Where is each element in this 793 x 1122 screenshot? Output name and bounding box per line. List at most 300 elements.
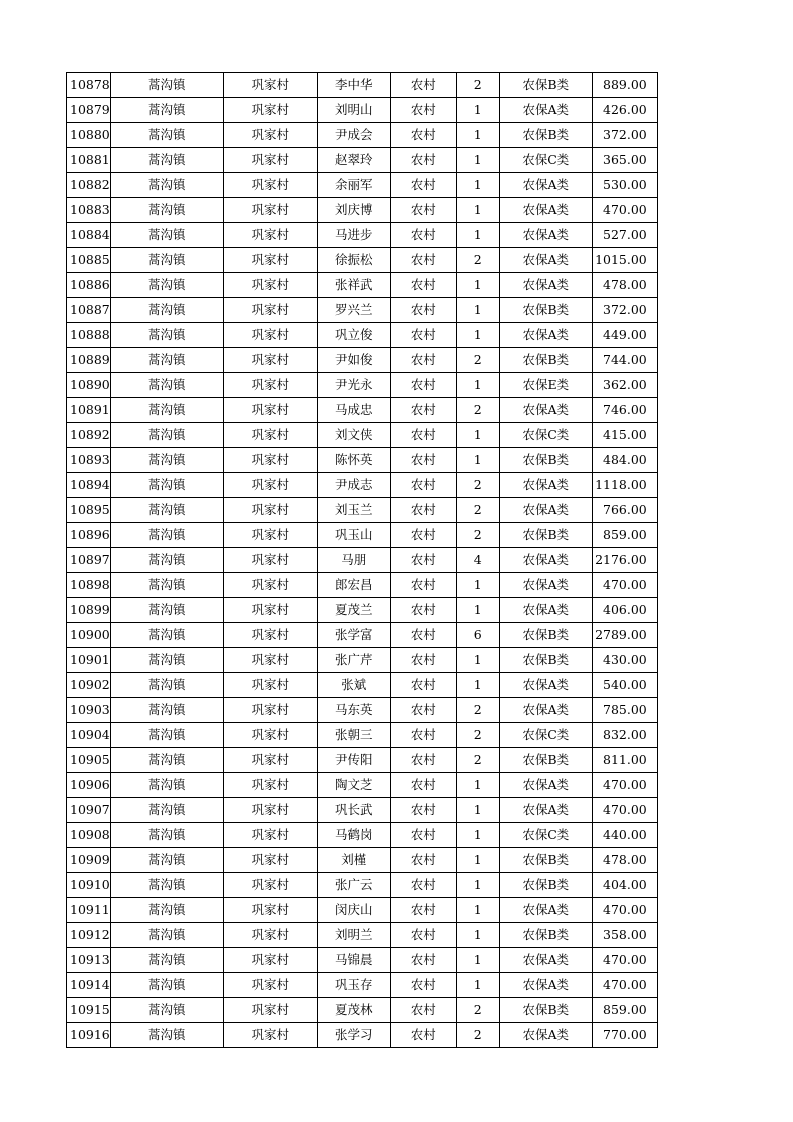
town-cell: 蒿沟镇 bbox=[110, 623, 223, 648]
member-count-cell: 1 bbox=[456, 198, 499, 223]
category-cell: 农保B类 bbox=[499, 73, 592, 98]
record-id-cell: 10889 bbox=[67, 348, 111, 373]
name-cell: 张学富 bbox=[317, 623, 390, 648]
village-cell: 巩家村 bbox=[223, 623, 317, 648]
town-cell: 蒿沟镇 bbox=[110, 648, 223, 673]
amount-cell: 406.00 bbox=[592, 598, 657, 623]
town-cell: 蒿沟镇 bbox=[110, 248, 223, 273]
amount-cell: 426.00 bbox=[592, 98, 657, 123]
member-count-cell: 1 bbox=[456, 323, 499, 348]
member-count-cell: 1 bbox=[456, 798, 499, 823]
table-body bbox=[67, 73, 658, 1048]
village-cell: 巩家村 bbox=[223, 273, 317, 298]
name-cell: 马朋 bbox=[317, 548, 390, 573]
amount-cell: 470.00 bbox=[592, 773, 657, 798]
table-row bbox=[67, 898, 658, 923]
record-id-cell: 10897 bbox=[67, 548, 111, 573]
amount-cell: 1118.00 bbox=[592, 473, 657, 498]
town-cell: 蒿沟镇 bbox=[110, 773, 223, 798]
village-cell: 巩家村 bbox=[223, 73, 317, 98]
household-type-cell: 农村 bbox=[390, 1023, 456, 1048]
household-type-cell: 农村 bbox=[390, 898, 456, 923]
name-cell: 夏茂兰 bbox=[317, 598, 390, 623]
table-row bbox=[67, 823, 658, 848]
member-count-cell: 1 bbox=[456, 973, 499, 998]
town-cell: 蒿沟镇 bbox=[110, 473, 223, 498]
record-id-cell: 10887 bbox=[67, 298, 111, 323]
table-row bbox=[67, 298, 658, 323]
member-count-cell: 1 bbox=[456, 298, 499, 323]
amount-cell: 358.00 bbox=[592, 923, 657, 948]
name-cell: 巩玉山 bbox=[317, 523, 390, 548]
record-id-cell: 10886 bbox=[67, 273, 111, 298]
household-type-cell: 农村 bbox=[390, 923, 456, 948]
household-type-cell: 农村 bbox=[390, 698, 456, 723]
member-count-cell: 1 bbox=[456, 148, 499, 173]
table-row bbox=[67, 523, 658, 548]
name-cell: 闵庆山 bbox=[317, 898, 390, 923]
village-cell: 巩家村 bbox=[223, 798, 317, 823]
town-cell: 蒿沟镇 bbox=[110, 698, 223, 723]
table-row bbox=[67, 498, 658, 523]
amount-cell: 372.00 bbox=[592, 298, 657, 323]
amount-cell: 470.00 bbox=[592, 573, 657, 598]
name-cell: 夏茂林 bbox=[317, 998, 390, 1023]
member-count-cell: 1 bbox=[456, 648, 499, 673]
category-cell: 农保A类 bbox=[499, 698, 592, 723]
name-cell: 郎宏昌 bbox=[317, 573, 390, 598]
category-cell: 农保C类 bbox=[499, 148, 592, 173]
name-cell: 刘槿 bbox=[317, 848, 390, 873]
table-row bbox=[67, 223, 658, 248]
category-cell: 农保B类 bbox=[499, 523, 592, 548]
name-cell: 马锦晨 bbox=[317, 948, 390, 973]
member-count-cell: 1 bbox=[456, 448, 499, 473]
category-cell: 农保E类 bbox=[499, 373, 592, 398]
record-id-cell: 10909 bbox=[67, 848, 111, 873]
name-cell: 徐振松 bbox=[317, 248, 390, 273]
record-id-cell: 10912 bbox=[67, 923, 111, 948]
member-count-cell: 2 bbox=[456, 248, 499, 273]
member-count-cell: 2 bbox=[456, 723, 499, 748]
category-cell: 农保A类 bbox=[499, 398, 592, 423]
name-cell: 张斌 bbox=[317, 673, 390, 698]
table-row bbox=[67, 623, 658, 648]
amount-cell: 478.00 bbox=[592, 273, 657, 298]
village-cell: 巩家村 bbox=[223, 648, 317, 673]
household-type-cell: 农村 bbox=[390, 348, 456, 373]
member-count-cell: 1 bbox=[456, 173, 499, 198]
amount-cell: 2176.00 bbox=[592, 548, 657, 573]
member-count-cell: 2 bbox=[456, 523, 499, 548]
name-cell: 尹如俊 bbox=[317, 348, 390, 373]
village-cell: 巩家村 bbox=[223, 848, 317, 873]
household-type-cell: 农村 bbox=[390, 523, 456, 548]
household-type-cell: 农村 bbox=[390, 123, 456, 148]
record-id-cell: 10884 bbox=[67, 223, 111, 248]
category-cell: 农保B类 bbox=[499, 348, 592, 373]
household-type-cell: 农村 bbox=[390, 948, 456, 973]
village-cell: 巩家村 bbox=[223, 348, 317, 373]
member-count-cell: 1 bbox=[456, 898, 499, 923]
household-type-cell: 农村 bbox=[390, 448, 456, 473]
category-cell: 农保B类 bbox=[499, 123, 592, 148]
name-cell: 李中华 bbox=[317, 73, 390, 98]
town-cell: 蒿沟镇 bbox=[110, 948, 223, 973]
member-count-cell: 2 bbox=[456, 473, 499, 498]
town-cell: 蒿沟镇 bbox=[110, 373, 223, 398]
household-type-cell: 农村 bbox=[390, 198, 456, 223]
member-count-cell: 1 bbox=[456, 773, 499, 798]
table-row bbox=[67, 248, 658, 273]
town-cell: 蒿沟镇 bbox=[110, 98, 223, 123]
town-cell: 蒿沟镇 bbox=[110, 548, 223, 573]
amount-cell: 540.00 bbox=[592, 673, 657, 698]
household-type-cell: 农村 bbox=[390, 98, 456, 123]
amount-cell: 470.00 bbox=[592, 898, 657, 923]
amount-cell: 470.00 bbox=[592, 948, 657, 973]
name-cell: 刘明兰 bbox=[317, 923, 390, 948]
amount-cell: 859.00 bbox=[592, 523, 657, 548]
name-cell: 陈怀英 bbox=[317, 448, 390, 473]
amount-cell: 859.00 bbox=[592, 998, 657, 1023]
record-id-cell: 10901 bbox=[67, 648, 111, 673]
category-cell: 农保B类 bbox=[499, 748, 592, 773]
town-cell: 蒿沟镇 bbox=[110, 598, 223, 623]
name-cell: 张祥武 bbox=[317, 273, 390, 298]
name-cell: 刘庆博 bbox=[317, 198, 390, 223]
record-id-cell: 10900 bbox=[67, 623, 111, 648]
category-cell: 农保A类 bbox=[499, 948, 592, 973]
record-id-cell: 10907 bbox=[67, 798, 111, 823]
table-row bbox=[67, 1023, 658, 1048]
amount-cell: 449.00 bbox=[592, 323, 657, 348]
town-cell: 蒿沟镇 bbox=[110, 298, 223, 323]
town-cell: 蒿沟镇 bbox=[110, 973, 223, 998]
town-cell: 蒿沟镇 bbox=[110, 123, 223, 148]
table-row bbox=[67, 573, 658, 598]
member-count-cell: 2 bbox=[456, 698, 499, 723]
village-cell: 巩家村 bbox=[223, 198, 317, 223]
category-cell: 农保A类 bbox=[499, 773, 592, 798]
name-cell: 刘明山 bbox=[317, 98, 390, 123]
name-cell: 赵翠玲 bbox=[317, 148, 390, 173]
category-cell: 农保C类 bbox=[499, 723, 592, 748]
town-cell: 蒿沟镇 bbox=[110, 673, 223, 698]
town-cell: 蒿沟镇 bbox=[110, 423, 223, 448]
town-cell: 蒿沟镇 bbox=[110, 923, 223, 948]
record-id-cell: 10893 bbox=[67, 448, 111, 473]
category-cell: 农保A类 bbox=[499, 798, 592, 823]
household-type-cell: 农村 bbox=[390, 723, 456, 748]
village-cell: 巩家村 bbox=[223, 223, 317, 248]
table-row bbox=[67, 748, 658, 773]
village-cell: 巩家村 bbox=[223, 748, 317, 773]
table-row bbox=[67, 348, 658, 373]
table-row bbox=[67, 323, 658, 348]
member-count-cell: 2 bbox=[456, 73, 499, 98]
household-type-cell: 农村 bbox=[390, 873, 456, 898]
category-cell: 农保B类 bbox=[499, 623, 592, 648]
household-type-cell: 农村 bbox=[390, 73, 456, 98]
village-cell: 巩家村 bbox=[223, 548, 317, 573]
village-cell: 巩家村 bbox=[223, 523, 317, 548]
table-row bbox=[67, 123, 658, 148]
record-id-cell: 10915 bbox=[67, 998, 111, 1023]
town-cell: 蒿沟镇 bbox=[110, 273, 223, 298]
roster-table bbox=[66, 72, 658, 1048]
table-row bbox=[67, 698, 658, 723]
record-id-cell: 10881 bbox=[67, 148, 111, 173]
amount-cell: 530.00 bbox=[592, 173, 657, 198]
household-type-cell: 农村 bbox=[390, 148, 456, 173]
village-cell: 巩家村 bbox=[223, 923, 317, 948]
category-cell: 农保A类 bbox=[499, 498, 592, 523]
household-type-cell: 农村 bbox=[390, 573, 456, 598]
town-cell: 蒿沟镇 bbox=[110, 173, 223, 198]
village-cell: 巩家村 bbox=[223, 898, 317, 923]
amount-cell: 470.00 bbox=[592, 798, 657, 823]
name-cell: 余丽军 bbox=[317, 173, 390, 198]
amount-cell: 527.00 bbox=[592, 223, 657, 248]
member-count-cell: 1 bbox=[456, 573, 499, 598]
household-type-cell: 农村 bbox=[390, 423, 456, 448]
name-cell: 巩玉存 bbox=[317, 973, 390, 998]
member-count-cell: 1 bbox=[456, 373, 499, 398]
household-type-cell: 农村 bbox=[390, 298, 456, 323]
category-cell: 农保C类 bbox=[499, 423, 592, 448]
household-type-cell: 农村 bbox=[390, 323, 456, 348]
village-cell: 巩家村 bbox=[223, 98, 317, 123]
town-cell: 蒿沟镇 bbox=[110, 348, 223, 373]
member-count-cell: 1 bbox=[456, 848, 499, 873]
village-cell: 巩家村 bbox=[223, 473, 317, 498]
table-row bbox=[67, 598, 658, 623]
category-cell: 农保C类 bbox=[499, 823, 592, 848]
name-cell: 尹传阳 bbox=[317, 748, 390, 773]
town-cell: 蒿沟镇 bbox=[110, 748, 223, 773]
table-row bbox=[67, 548, 658, 573]
amount-cell: 362.00 bbox=[592, 373, 657, 398]
village-cell: 巩家村 bbox=[223, 498, 317, 523]
member-count-cell: 2 bbox=[456, 498, 499, 523]
category-cell: 农保B类 bbox=[499, 298, 592, 323]
household-type-cell: 农村 bbox=[390, 673, 456, 698]
category-cell: 农保A类 bbox=[499, 198, 592, 223]
member-count-cell: 2 bbox=[456, 348, 499, 373]
town-cell: 蒿沟镇 bbox=[110, 323, 223, 348]
name-cell: 马进步 bbox=[317, 223, 390, 248]
amount-cell: 746.00 bbox=[592, 398, 657, 423]
category-cell: 农保B类 bbox=[499, 923, 592, 948]
record-id-cell: 10895 bbox=[67, 498, 111, 523]
table-row bbox=[67, 773, 658, 798]
member-count-cell: 4 bbox=[456, 548, 499, 573]
table-row bbox=[67, 273, 658, 298]
amount-cell: 404.00 bbox=[592, 873, 657, 898]
village-cell: 巩家村 bbox=[223, 948, 317, 973]
table-row bbox=[67, 948, 658, 973]
village-cell: 巩家村 bbox=[223, 123, 317, 148]
table-row bbox=[67, 98, 658, 123]
town-cell: 蒿沟镇 bbox=[110, 198, 223, 223]
name-cell: 罗兴兰 bbox=[317, 298, 390, 323]
household-type-cell: 农村 bbox=[390, 173, 456, 198]
name-cell: 陶文芝 bbox=[317, 773, 390, 798]
category-cell: 农保B类 bbox=[499, 873, 592, 898]
household-type-cell: 农村 bbox=[390, 748, 456, 773]
name-cell: 尹成会 bbox=[317, 123, 390, 148]
household-type-cell: 农村 bbox=[390, 773, 456, 798]
record-id-cell: 10913 bbox=[67, 948, 111, 973]
record-id-cell: 10883 bbox=[67, 198, 111, 223]
member-count-cell: 2 bbox=[456, 748, 499, 773]
table-row bbox=[67, 923, 658, 948]
village-cell: 巩家村 bbox=[223, 1023, 317, 1048]
category-cell: 农保A类 bbox=[499, 673, 592, 698]
household-type-cell: 农村 bbox=[390, 648, 456, 673]
amount-cell: 770.00 bbox=[592, 1023, 657, 1048]
category-cell: 农保A类 bbox=[499, 273, 592, 298]
category-cell: 农保A类 bbox=[499, 323, 592, 348]
town-cell: 蒿沟镇 bbox=[110, 823, 223, 848]
amount-cell: 832.00 bbox=[592, 723, 657, 748]
town-cell: 蒿沟镇 bbox=[110, 573, 223, 598]
record-id-cell: 10879 bbox=[67, 98, 111, 123]
amount-cell: 440.00 bbox=[592, 823, 657, 848]
record-id-cell: 10903 bbox=[67, 698, 111, 723]
household-type-cell: 农村 bbox=[390, 248, 456, 273]
village-cell: 巩家村 bbox=[223, 573, 317, 598]
table-row bbox=[67, 998, 658, 1023]
amount-cell: 744.00 bbox=[592, 348, 657, 373]
amount-cell: 430.00 bbox=[592, 648, 657, 673]
household-type-cell: 农村 bbox=[390, 498, 456, 523]
name-cell: 马成忠 bbox=[317, 398, 390, 423]
category-cell: 农保A类 bbox=[499, 898, 592, 923]
household-type-cell: 农村 bbox=[390, 623, 456, 648]
table-row bbox=[67, 173, 658, 198]
amount-cell: 2789.00 bbox=[592, 623, 657, 648]
name-cell: 尹成志 bbox=[317, 473, 390, 498]
record-id-cell: 10906 bbox=[67, 773, 111, 798]
village-cell: 巩家村 bbox=[223, 398, 317, 423]
name-cell: 张朝三 bbox=[317, 723, 390, 748]
category-cell: 农保A类 bbox=[499, 248, 592, 273]
record-id-cell: 10898 bbox=[67, 573, 111, 598]
name-cell: 张广云 bbox=[317, 873, 390, 898]
member-count-cell: 1 bbox=[456, 123, 499, 148]
amount-cell: 372.00 bbox=[592, 123, 657, 148]
record-id-cell: 10892 bbox=[67, 423, 111, 448]
table-row bbox=[67, 723, 658, 748]
village-cell: 巩家村 bbox=[223, 248, 317, 273]
village-cell: 巩家村 bbox=[223, 998, 317, 1023]
name-cell: 马鹤岗 bbox=[317, 823, 390, 848]
category-cell: 农保A类 bbox=[499, 98, 592, 123]
village-cell: 巩家村 bbox=[223, 373, 317, 398]
table-row bbox=[67, 798, 658, 823]
table-row bbox=[67, 423, 658, 448]
category-cell: 农保B类 bbox=[499, 648, 592, 673]
record-id-cell: 10888 bbox=[67, 323, 111, 348]
record-id-cell: 10882 bbox=[67, 173, 111, 198]
table-row bbox=[67, 473, 658, 498]
amount-cell: 365.00 bbox=[592, 148, 657, 173]
record-id-cell: 10896 bbox=[67, 523, 111, 548]
amount-cell: 415.00 bbox=[592, 423, 657, 448]
household-type-cell: 农村 bbox=[390, 598, 456, 623]
name-cell: 尹光永 bbox=[317, 373, 390, 398]
household-type-cell: 农村 bbox=[390, 823, 456, 848]
category-cell: 农保A类 bbox=[499, 573, 592, 598]
member-count-cell: 1 bbox=[456, 873, 499, 898]
town-cell: 蒿沟镇 bbox=[110, 848, 223, 873]
name-cell: 刘文侠 bbox=[317, 423, 390, 448]
member-count-cell: 6 bbox=[456, 623, 499, 648]
record-id-cell: 10911 bbox=[67, 898, 111, 923]
name-cell: 巩长武 bbox=[317, 798, 390, 823]
category-cell: 农保A类 bbox=[499, 473, 592, 498]
category-cell: 农保A类 bbox=[499, 223, 592, 248]
name-cell: 刘玉兰 bbox=[317, 498, 390, 523]
table-row bbox=[67, 373, 658, 398]
record-id-cell: 10904 bbox=[67, 723, 111, 748]
amount-cell: 785.00 bbox=[592, 698, 657, 723]
table-row bbox=[67, 673, 658, 698]
town-cell: 蒿沟镇 bbox=[110, 398, 223, 423]
record-id-cell: 10905 bbox=[67, 748, 111, 773]
village-cell: 巩家村 bbox=[223, 148, 317, 173]
amount-cell: 889.00 bbox=[592, 73, 657, 98]
village-cell: 巩家村 bbox=[223, 873, 317, 898]
table-row bbox=[67, 198, 658, 223]
household-type-cell: 农村 bbox=[390, 973, 456, 998]
village-cell: 巩家村 bbox=[223, 973, 317, 998]
household-type-cell: 农村 bbox=[390, 373, 456, 398]
table-row bbox=[67, 448, 658, 473]
amount-cell: 766.00 bbox=[592, 498, 657, 523]
village-cell: 巩家村 bbox=[223, 823, 317, 848]
town-cell: 蒿沟镇 bbox=[110, 998, 223, 1023]
member-count-cell: 1 bbox=[456, 823, 499, 848]
household-type-cell: 农村 bbox=[390, 273, 456, 298]
town-cell: 蒿沟镇 bbox=[110, 873, 223, 898]
member-count-cell: 2 bbox=[456, 1023, 499, 1048]
household-type-cell: 农村 bbox=[390, 848, 456, 873]
category-cell: 农保A类 bbox=[499, 598, 592, 623]
member-count-cell: 1 bbox=[456, 223, 499, 248]
category-cell: 农保B类 bbox=[499, 448, 592, 473]
town-cell: 蒿沟镇 bbox=[110, 223, 223, 248]
table-row bbox=[67, 873, 658, 898]
table-row bbox=[67, 648, 658, 673]
town-cell: 蒿沟镇 bbox=[110, 523, 223, 548]
name-cell: 马东英 bbox=[317, 698, 390, 723]
town-cell: 蒿沟镇 bbox=[110, 148, 223, 173]
category-cell: 农保A类 bbox=[499, 173, 592, 198]
record-id-cell: 10894 bbox=[67, 473, 111, 498]
table-row bbox=[67, 73, 658, 98]
record-id-cell: 10885 bbox=[67, 248, 111, 273]
record-id-cell: 10916 bbox=[67, 1023, 111, 1048]
member-count-cell: 1 bbox=[456, 98, 499, 123]
member-count-cell: 1 bbox=[456, 598, 499, 623]
category-cell: 农保B类 bbox=[499, 848, 592, 873]
village-cell: 巩家村 bbox=[223, 698, 317, 723]
member-count-cell: 1 bbox=[456, 673, 499, 698]
category-cell: 农保B类 bbox=[499, 998, 592, 1023]
